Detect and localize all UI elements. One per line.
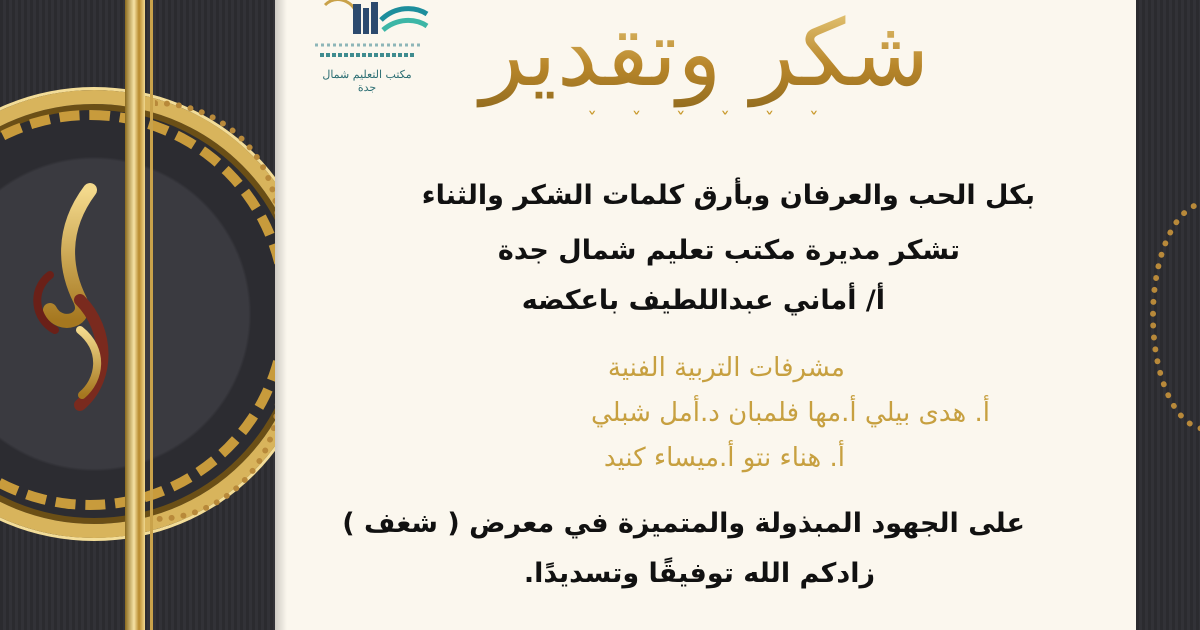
message-line-7: على الجهود المبذولة والمتميزة في معرض ( شغف ) bbox=[342, 508, 1025, 539]
gold-thin-line bbox=[150, 0, 153, 630]
closing-line: زادكم الله توفيقًا وتسديدًا. bbox=[523, 558, 875, 589]
names-row-2: أ. هناء نتو أ.ميساء كنيد bbox=[603, 443, 845, 473]
left-filigree-ornament bbox=[155, 100, 281, 522]
card-shadow bbox=[275, 0, 287, 630]
calligraphy-emblem-icon bbox=[20, 180, 140, 420]
title-ornament-dots: ˇ ˇ ˇ ˇ ˇ ˇ bbox=[587, 108, 833, 132]
message-line-2: تشكر مديرة مكتب تعليم شمال جدة bbox=[497, 235, 960, 266]
logo-caption: مكتب التعليم شمال جدة bbox=[322, 68, 412, 94]
manager-name: أ/ أماني عبداللطيف باعكضه bbox=[521, 285, 885, 316]
names-row-1: أ. هدى بيلي أ.مها فلمبان د.أمل شبلي bbox=[591, 398, 990, 428]
certificate-title: شكر وتقدير bbox=[470, 0, 940, 114]
group-title: مشرفات التربية الفنية bbox=[607, 353, 845, 383]
gold-vertical-strip bbox=[125, 0, 145, 630]
message-line-1: بكل الحب والعرفان وبأرق كلمات الشكر والثناء bbox=[421, 180, 1035, 211]
